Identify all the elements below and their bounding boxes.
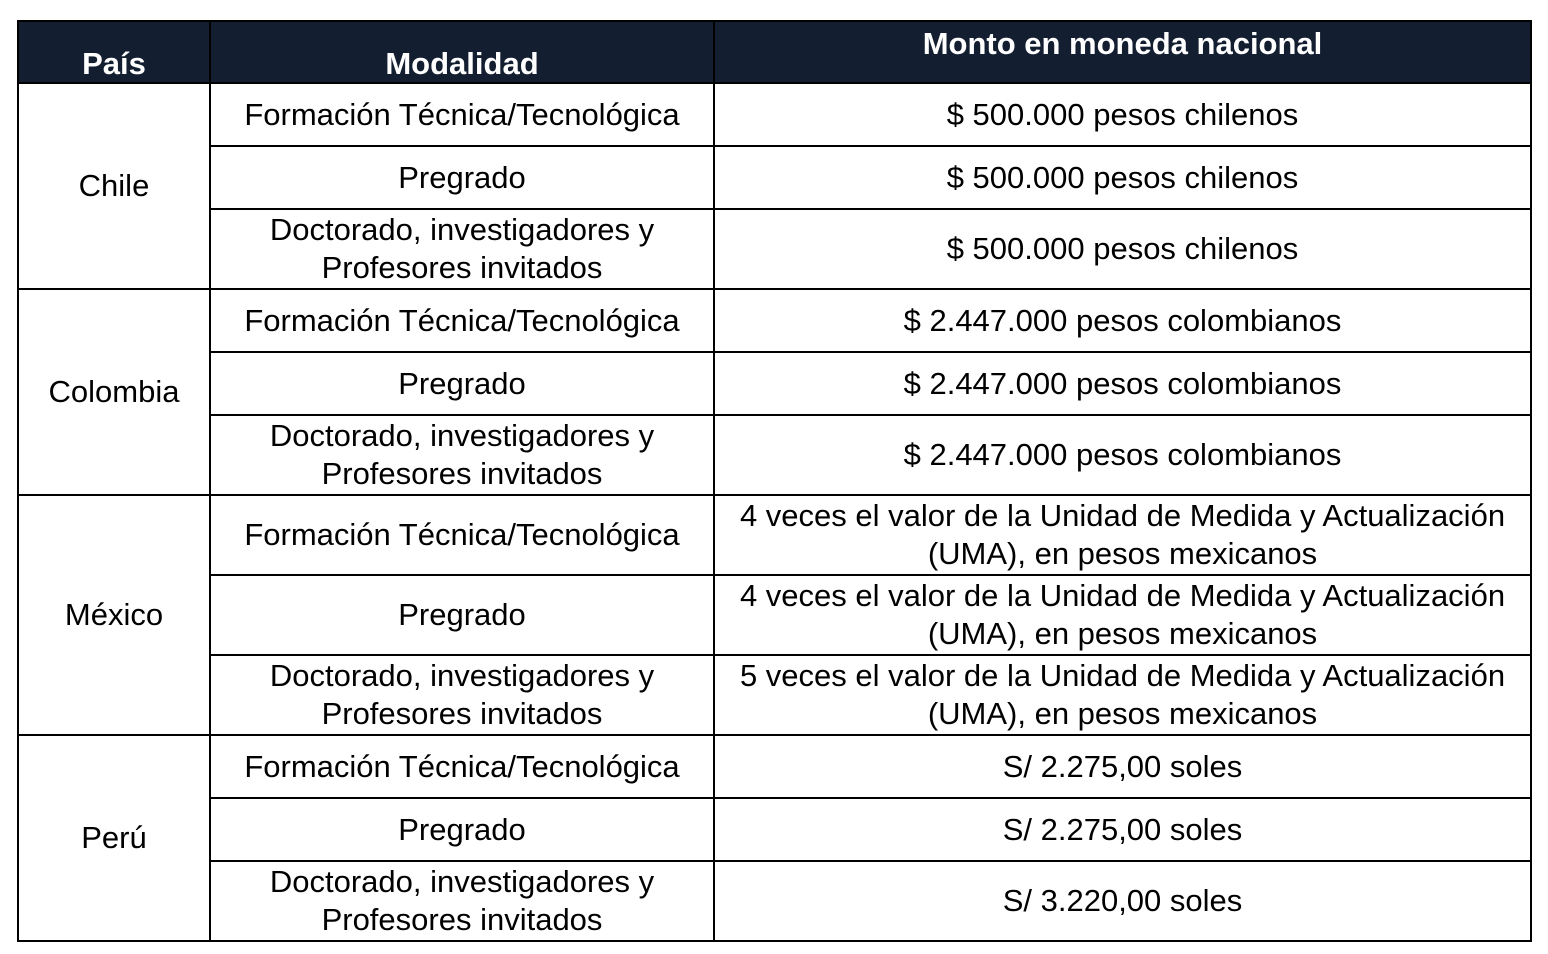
modalidad-cell: Pregrado bbox=[210, 575, 714, 655]
modalidad-cell: Doctorado, investigadores y Profesores invitados bbox=[210, 209, 714, 289]
monto-cell: S/ 3.220,00 soles bbox=[714, 861, 1531, 941]
country-cell: Colombia bbox=[18, 289, 210, 495]
monto-cell: S/ 2.275,00 soles bbox=[714, 735, 1531, 798]
monto-cell: 5 veces el valor de la Unidad de Medida y Actualización (UMA), en pesos mexicanos bbox=[714, 655, 1531, 735]
monto-cell: $ 500.000 pesos chilenos bbox=[714, 83, 1531, 146]
modalidad-cell: Doctorado, investigadores y Profesores invitados bbox=[210, 655, 714, 735]
modalidad-cell: Doctorado, investigadores y Profesores invitados bbox=[210, 415, 714, 495]
table-row bbox=[18, 415, 1531, 495]
modalidad-cell: Formación Técnica/Tecnológica bbox=[210, 289, 714, 352]
modalidad-cell: Pregrado bbox=[210, 798, 714, 861]
modalidad-cell: Formación Técnica/Tecnológica bbox=[210, 735, 714, 798]
header-monto: Monto en moneda nacional bbox=[714, 21, 1531, 83]
table-row bbox=[18, 798, 1531, 861]
monto-cell: S/ 2.275,00 soles bbox=[714, 798, 1531, 861]
modalidad-cell: Pregrado bbox=[210, 146, 714, 209]
header-modalidad: Modalidad bbox=[210, 21, 714, 83]
table-row bbox=[18, 83, 1531, 146]
table-row bbox=[18, 861, 1531, 941]
modalidad-cell: Formación Técnica/Tecnológica bbox=[210, 83, 714, 146]
monto-cell: 4 veces el valor de la Unidad de Medida y Actualización (UMA), en pesos mexicanos bbox=[714, 575, 1531, 655]
table-row bbox=[18, 575, 1531, 655]
table-row bbox=[18, 209, 1531, 289]
modalidad-cell: Formación Técnica/Tecnológica bbox=[210, 495, 714, 575]
modalidad-cell: Doctorado, investigadores y Profesores invitados bbox=[210, 861, 714, 941]
table-row bbox=[18, 655, 1531, 735]
monto-cell: $ 500.000 pesos chilenos bbox=[714, 146, 1531, 209]
monto-cell: $ 2.447.000 pesos colombianos bbox=[714, 352, 1531, 415]
table-row bbox=[18, 146, 1531, 209]
monto-cell: $ 2.447.000 pesos colombianos bbox=[714, 289, 1531, 352]
table-row bbox=[18, 289, 1531, 352]
table-row bbox=[18, 735, 1531, 798]
scholarship-amounts-table bbox=[17, 20, 1532, 942]
table-row bbox=[18, 495, 1531, 575]
header-pais: País bbox=[18, 21, 210, 83]
header-row bbox=[18, 21, 1531, 83]
country-cell: Chile bbox=[18, 83, 210, 289]
monto-cell: 4 veces el valor de la Unidad de Medida y Actualización (UMA), en pesos mexicanos bbox=[714, 495, 1531, 575]
country-cell: México bbox=[18, 495, 210, 735]
monto-cell: $ 2.447.000 pesos colombianos bbox=[714, 415, 1531, 495]
monto-cell: $ 500.000 pesos chilenos bbox=[714, 209, 1531, 289]
table-row bbox=[18, 352, 1531, 415]
modalidad-cell: Pregrado bbox=[210, 352, 714, 415]
country-cell: Perú bbox=[18, 735, 210, 941]
